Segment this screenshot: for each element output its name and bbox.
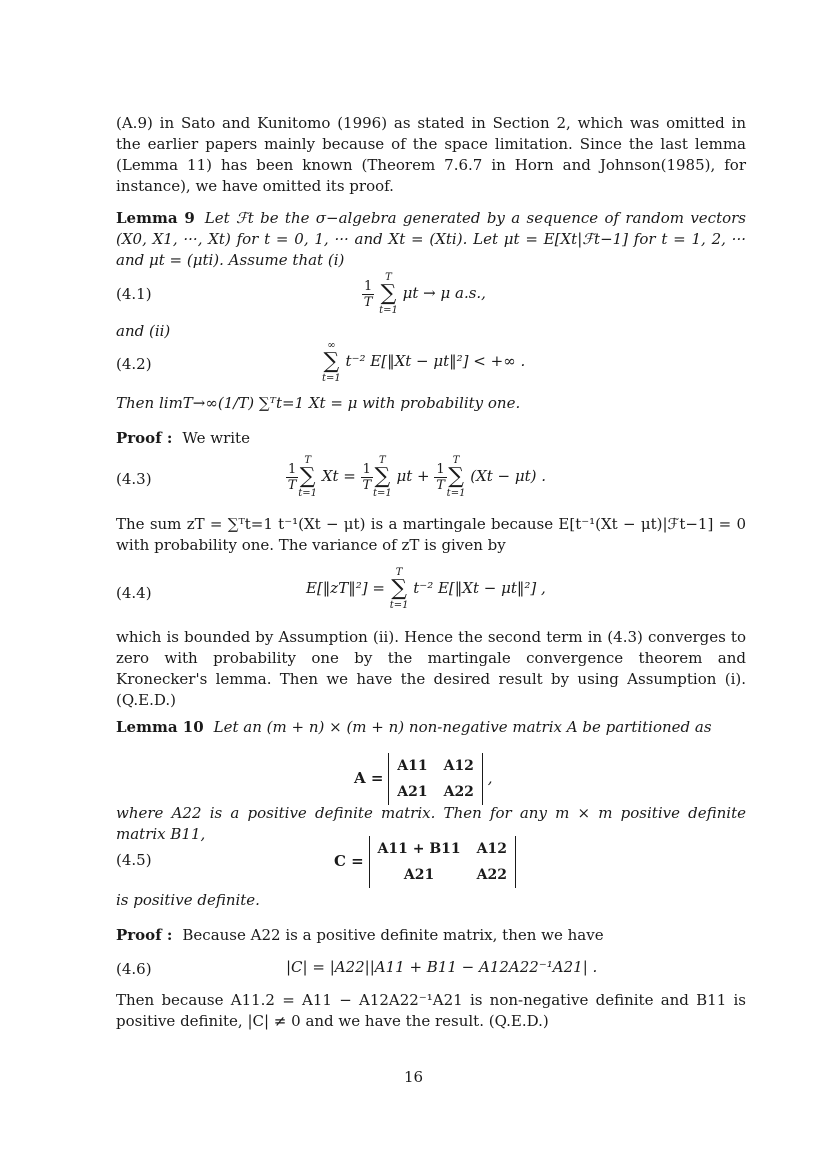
page-number: 16 [403,1068,424,1086]
lemma10-condition: where A22 is a positive definite matrix. Then for any m × m positive definite matrix B11, [116,804,746,843]
equation-4-1 [116,272,746,316]
fraction: $\frac{1}{T}$ [436,461,445,493]
equation-body: A = A11 A12 A21 A22 , [354,753,493,805]
proof-heading: Proof : [116,429,173,447]
equation-4-2 [116,340,746,384]
equation-number: (4.4) [116,584,152,602]
equation-number: (4.5) [116,851,152,869]
equation-body [322,340,525,384]
proof9-intro: Proof : We write [116,429,250,447]
lemma9-statement [116,208,746,271]
fraction: $\frac{1}{T}$ [287,461,297,493]
fraction: $\frac{1}{T}$ [363,278,373,310]
equation-body: $\frac{1}{T}$ T ∑ t=1 Xt = $\frac{1}{T}$ T ∑ t=1 μt + $\frac{1}{T}$ T ∑ t=1 (Xt − μt) . [287,455,547,499]
equation-body: C = A11 + B11 A12 A21 A22 [334,836,516,888]
matrix-A-definition [116,745,746,800]
lemma10-statement [116,717,746,738]
equation-number: (4.2) [116,355,152,373]
summation: ∞ ∑ t=1 [322,340,341,384]
equation-4-4 [116,567,746,611]
proof9-conclusion: which is bounded by Assumption (ii). Hence the second term in (4.3) converges to zero with probability one by the martingale convergence theorem and Kronecker's lemma. Then we have the desired result by using Assumption (i). (Q.E.D.) [116,628,746,709]
summation: T ∑ t=1 [389,567,409,611]
lemma10-text: Let an (m + n) × (m + n) non-negative matrix A be partitioned as [213,718,712,736]
proof-heading: Proof : [116,926,173,944]
equation-number: (4.1) [116,285,152,303]
equation-body: |C| = |A22||A11 + B11 − A12A22⁻¹A21| . [286,958,598,976]
lemma10-heading: Lemma 10 [116,718,204,736]
summation: T ∑ t=1 [372,455,392,499]
equation-4-3 [116,455,746,499]
equation-body: E[‖zT‖²] = T ∑ t=1 t⁻² E[‖Xt − μt‖²] , [306,567,546,611]
matrix-A: A11 A12 A21 A22 [388,753,483,805]
proof9-martingale-text: The sum zT = ∑ᵀt=1 t⁻¹(Xt − μt) is a martingale because E[t⁻¹(Xt − μt)|ℱt−1] = 0 with probability one. The variance of zT is given by [116,515,746,554]
equation-body [362,272,486,316]
summation: T ∑ t=1 [379,272,398,316]
lemma9-heading: Lemma 9 [116,209,195,227]
equation-4-6 [116,955,746,995]
lemma9-conclusion: Then limT→∞(1/T) ∑ᵀt=1 Xt = μ with probability one. [116,394,521,412]
matrix-C: A11 + B11 A12 A21 A22 [369,836,517,888]
equation-number: (4.3) [116,470,152,488]
intro-paragraph: (A.9) in Sato and Kunitomo (1996) as stated in Section 2, which was omitted in the earlier papers mainly because of the space limitation. Since the last lemma (Lemma 11) has been known (Theorem 7.6.7 in Horn and Johnson(1985), for instance), we have omitted its proof. [116,114,746,195]
lemma10-tail: is positive definite. [116,891,260,909]
equation-number: (4.6) [116,960,152,978]
equation-expression: μt → μ a.s., [402,284,486,302]
and-ii-text: and (ii) [116,322,171,340]
equation-4-5 [116,832,746,882]
proof10-intro: Proof : Because A22 is a positive definite matrix, then we have [116,926,604,944]
lemma9-text: Let ℱt be the σ−algebra generated by a sequence of random vectors (X0, X1, ···, Xt) for t = 0, 1, ··· and Xt = (Xti). Let μt = E[Xt|ℱt−1] for t = 1, 2, ··· and μt = (μti). Assume that (i) [116,209,747,269]
summation: T ∑ t=1 [298,455,318,499]
summation: T ∑ t=1 [446,455,466,499]
proof10-conclusion: Then because A11.2 = A11 − A12A22⁻¹A21 is non-negative definite and B11 is positive definite, |C| ≠ 0 and we have the result. (Q.E.D.) [116,991,746,1030]
fraction: $\frac{1}{T}$ [362,461,372,493]
equation-expression: t⁻² E[‖Xt − μt‖²] < +∞ . [345,352,526,370]
